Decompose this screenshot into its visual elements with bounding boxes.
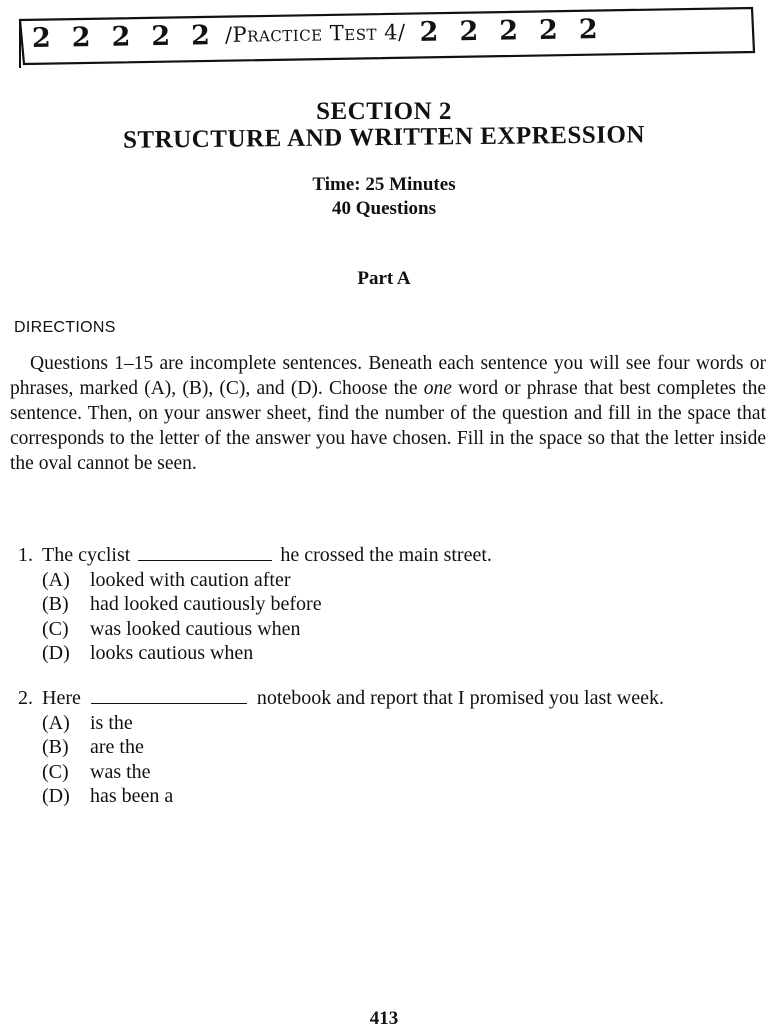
option-text: was the bbox=[90, 760, 151, 783]
banner-number: 2 bbox=[111, 20, 132, 53]
option-text: was looked cautious when bbox=[90, 617, 301, 640]
stem-before-blank: Here bbox=[42, 687, 81, 709]
option-letter: (D) bbox=[42, 642, 70, 664]
banner-number: 2 bbox=[459, 15, 480, 47]
banner-right-numbers bbox=[419, 14, 598, 48]
answer-blank bbox=[138, 546, 272, 561]
banner-number: 2 bbox=[538, 14, 560, 46]
directions-text-end: word or phrase that best completes the sentence. Then, on your answer sheet, find the number of the question and fill in the space that corresponds to the letter of the answer you have chosen. Fill in the space so that the letter inside the oval cannot be seen. bbox=[10, 378, 766, 474]
option-letter: (B) bbox=[42, 593, 69, 615]
option-text: looked with caution after bbox=[90, 568, 291, 591]
directions-emphasis: one bbox=[423, 378, 452, 399]
question-count: 40 Questions bbox=[332, 198, 436, 219]
option-c[interactable] bbox=[42, 617, 766, 642]
option-text: had looked cautiously before bbox=[90, 593, 322, 615]
option-letter: (C) bbox=[42, 617, 69, 640]
page-number: 413 bbox=[369, 1008, 399, 1029]
option-a[interactable] bbox=[42, 568, 766, 593]
question-number: 1. bbox=[18, 544, 33, 566]
answer-options bbox=[42, 711, 766, 809]
section-title: STRUCTURE AND WRITTEN EXPRESSION bbox=[122, 121, 646, 154]
option-c[interactable] bbox=[42, 760, 766, 785]
question-stem bbox=[18, 686, 766, 711]
banner-number: 2 bbox=[419, 16, 440, 48]
option-b[interactable] bbox=[42, 735, 766, 760]
option-letter: (C) bbox=[42, 760, 69, 783]
directions-label: DIRECTIONS bbox=[14, 319, 116, 336]
directions-text-start: Questions 1–15 are incomplete sentences. Beneath each sentence you will see four words or phrases, marked (A), (B), (C), and (D). Choose the bbox=[10, 353, 766, 399]
banner-left-numbers bbox=[32, 20, 211, 54]
banner-number: 2 bbox=[578, 13, 599, 45]
option-text: is the bbox=[90, 711, 133, 734]
practice-test-banner bbox=[18, 6, 756, 64]
stem-before-blank: The cyclist bbox=[42, 544, 131, 566]
question-stem bbox=[18, 543, 766, 568]
banner-number: 2 bbox=[151, 20, 172, 52]
banner-number: 2 bbox=[71, 21, 92, 53]
option-d[interactable] bbox=[42, 784, 766, 809]
option-d[interactable] bbox=[42, 641, 766, 666]
option-letter: (A) bbox=[42, 711, 70, 734]
option-letter: (B) bbox=[42, 736, 69, 758]
question-number: 2. bbox=[18, 687, 33, 709]
stem-after-blank: notebook and report that I promised you last week. bbox=[256, 687, 664, 709]
question-text bbox=[42, 543, 766, 568]
time-limit: Time: 25 Minutes bbox=[312, 174, 456, 195]
banner-number: 2 bbox=[31, 22, 53, 54]
part-title: Part A bbox=[357, 268, 411, 289]
banner-number: 2 bbox=[190, 19, 212, 51]
stem-after-blank: he crossed the main street. bbox=[280, 544, 492, 566]
option-text: has been a bbox=[90, 785, 174, 807]
directions-text bbox=[10, 351, 766, 476]
question-2 bbox=[18, 686, 766, 809]
question-1 bbox=[18, 543, 766, 666]
option-letter: (A) bbox=[42, 568, 70, 591]
option-text: are the bbox=[90, 736, 144, 758]
banner-number: 2 bbox=[498, 14, 520, 47]
question-text bbox=[42, 686, 766, 711]
option-b[interactable] bbox=[42, 592, 766, 617]
answer-options bbox=[42, 568, 766, 666]
answer-blank bbox=[91, 689, 247, 704]
option-text: looks cautious when bbox=[90, 642, 254, 664]
option-letter: (D) bbox=[42, 785, 70, 807]
section-number: SECTION 2 bbox=[316, 98, 452, 125]
option-a[interactable] bbox=[42, 711, 766, 736]
banner-title: /Practice Test 4/ bbox=[224, 20, 406, 47]
